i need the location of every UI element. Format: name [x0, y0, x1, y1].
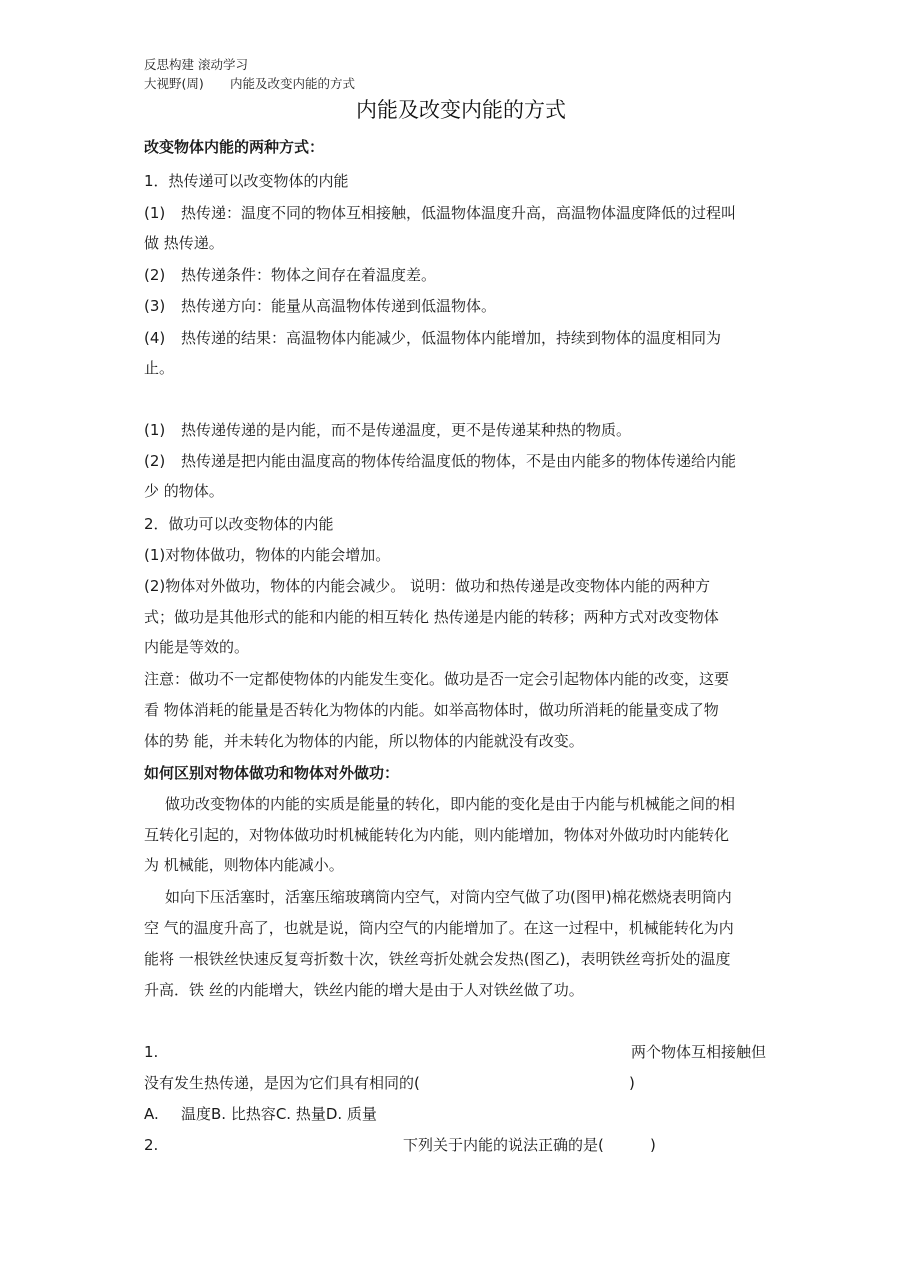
list-text: 热传递是把内能由温度高的物体传给温度低的物体，不是由内能多的物体传递给内能: [181, 452, 737, 470]
paragraph-line: [144, 451, 736, 471]
question-2-close-paren: ): [650, 1136, 656, 1154]
paragraph-line: 少 的物体。: [144, 482, 224, 500]
paragraph-line: [144, 265, 436, 285]
header-line-1: 反思构建 滚动学习: [144, 57, 248, 72]
page-title: 内能及改变内能的方式: [356, 98, 566, 122]
paragraph-line: [144, 420, 631, 440]
paragraph-line: 空 气的温度升高了，也就是说，筒内空气的内能增加了。在这一过程中，机械能转化为内: [144, 919, 734, 937]
paragraph-line: 能将 一根铁丝快速反复弯折数十次，铁丝弯折处就会发热(图乙)，表明铁丝弯折处的温度: [144, 950, 731, 968]
header-line-2-left: 大视野(周): [144, 76, 204, 91]
list-number: (2): [144, 452, 166, 470]
paragraph-line: 止。: [144, 359, 175, 377]
item-heat-transfer: 1．热传递可以改变物体的内能: [144, 172, 349, 190]
paragraph-line: 如向下压活塞时，活塞压缩玻璃筒内空气，对筒内空气做了功(图甲)棉花燃烧表明筒内: [165, 888, 732, 906]
paragraph-line: [144, 203, 736, 223]
option-list: 温度B. 比热容C. 热量D. 质量: [181, 1105, 377, 1123]
note-line: 看 物体消耗的能量是否转化为物体的内能。如举高物体时，做功所消耗的能量变成了物: [144, 701, 719, 719]
list-number: (3): [144, 297, 166, 315]
list-text: 热传递条件：物体之间存在着温度差。: [181, 266, 437, 284]
question-1-text: 没有发生热传递，是因为它们具有相同的(: [144, 1074, 420, 1092]
question-2-text: 下列关于内能的说法正确的是(: [403, 1136, 604, 1154]
paragraph-line: 为 机械能，则物体内能减小。: [144, 856, 344, 874]
question-1-options: [144, 1104, 377, 1124]
list-text: 热传递的结果：高温物体内能减少，低温物体内能增加，持续到物体的温度相同为: [181, 329, 722, 347]
paragraph-line: [144, 328, 721, 348]
list-number: (1): [144, 204, 166, 222]
paragraph-line: (1)对物体做功，物体的内能会增加。: [144, 546, 391, 564]
question-1-close-paren: ): [629, 1074, 635, 1092]
list-number: (4): [144, 329, 166, 347]
question-1-number: 1.: [144, 1043, 159, 1061]
note-line: 注意：做功不一定都使物体的内能发生变化。做功是否一定会引起物体内能的改变，这要: [144, 670, 730, 688]
paragraph-line: 互转化引起的，对物体做功时机械能转化为内能，则内能增加，物体对外做功时内能转化: [144, 826, 730, 844]
note-line: 体的势 能，并未转化为物体的内能，所以物体的内能就没有改变。: [144, 732, 584, 750]
option-label: A.: [144, 1105, 159, 1123]
question-1-text-right: 两个物体互相接触但: [631, 1043, 767, 1061]
section-heading-methods: 改变物体内能的两种方式：: [144, 138, 325, 156]
paragraph-line: 做功改变物体的内能的实质是能量的转化，即内能的变化是由于内能与机械能之间的相: [165, 795, 736, 813]
paragraph-line: 做 热传递。: [144, 234, 224, 252]
section-heading-distinguish: 如何区别对物体做功和物体对外做功：: [144, 764, 400, 782]
list-text: 热传递方向：能量从高温物体传递到低温物体。: [181, 297, 497, 315]
paragraph-line: [144, 296, 496, 316]
list-text: 热传递：温度不同的物体互相接触，低温物体温度升高，高温物体温度降低的过程叫: [181, 204, 737, 222]
header-line-2-right: 内能及改变内能的方式: [230, 76, 356, 91]
question-2-number: 2.: [144, 1136, 159, 1154]
paragraph-line: 式；做功是其他形式的能和内能的相互转化 热传递是内能的转移；两种方式对改变物体: [144, 608, 719, 626]
item-work: 2．做功可以改变物体的内能: [144, 515, 334, 533]
paragraph-line: 升高．铁 丝的内能增大，铁丝内能的增大是由于人对铁丝做了功。: [144, 981, 584, 999]
paragraph-line: (2)物体对外做功，物体的内能会减少。 说明：做功和热传递是改变物体内能的两种方: [144, 577, 711, 595]
list-number: (1): [144, 421, 166, 439]
list-number: (2): [144, 266, 166, 284]
paragraph-line: 内能是等效的。: [144, 638, 250, 656]
list-text: 热传递传递的是内能，而不是传递温度，更不是传递某种热的物质。: [181, 421, 632, 439]
